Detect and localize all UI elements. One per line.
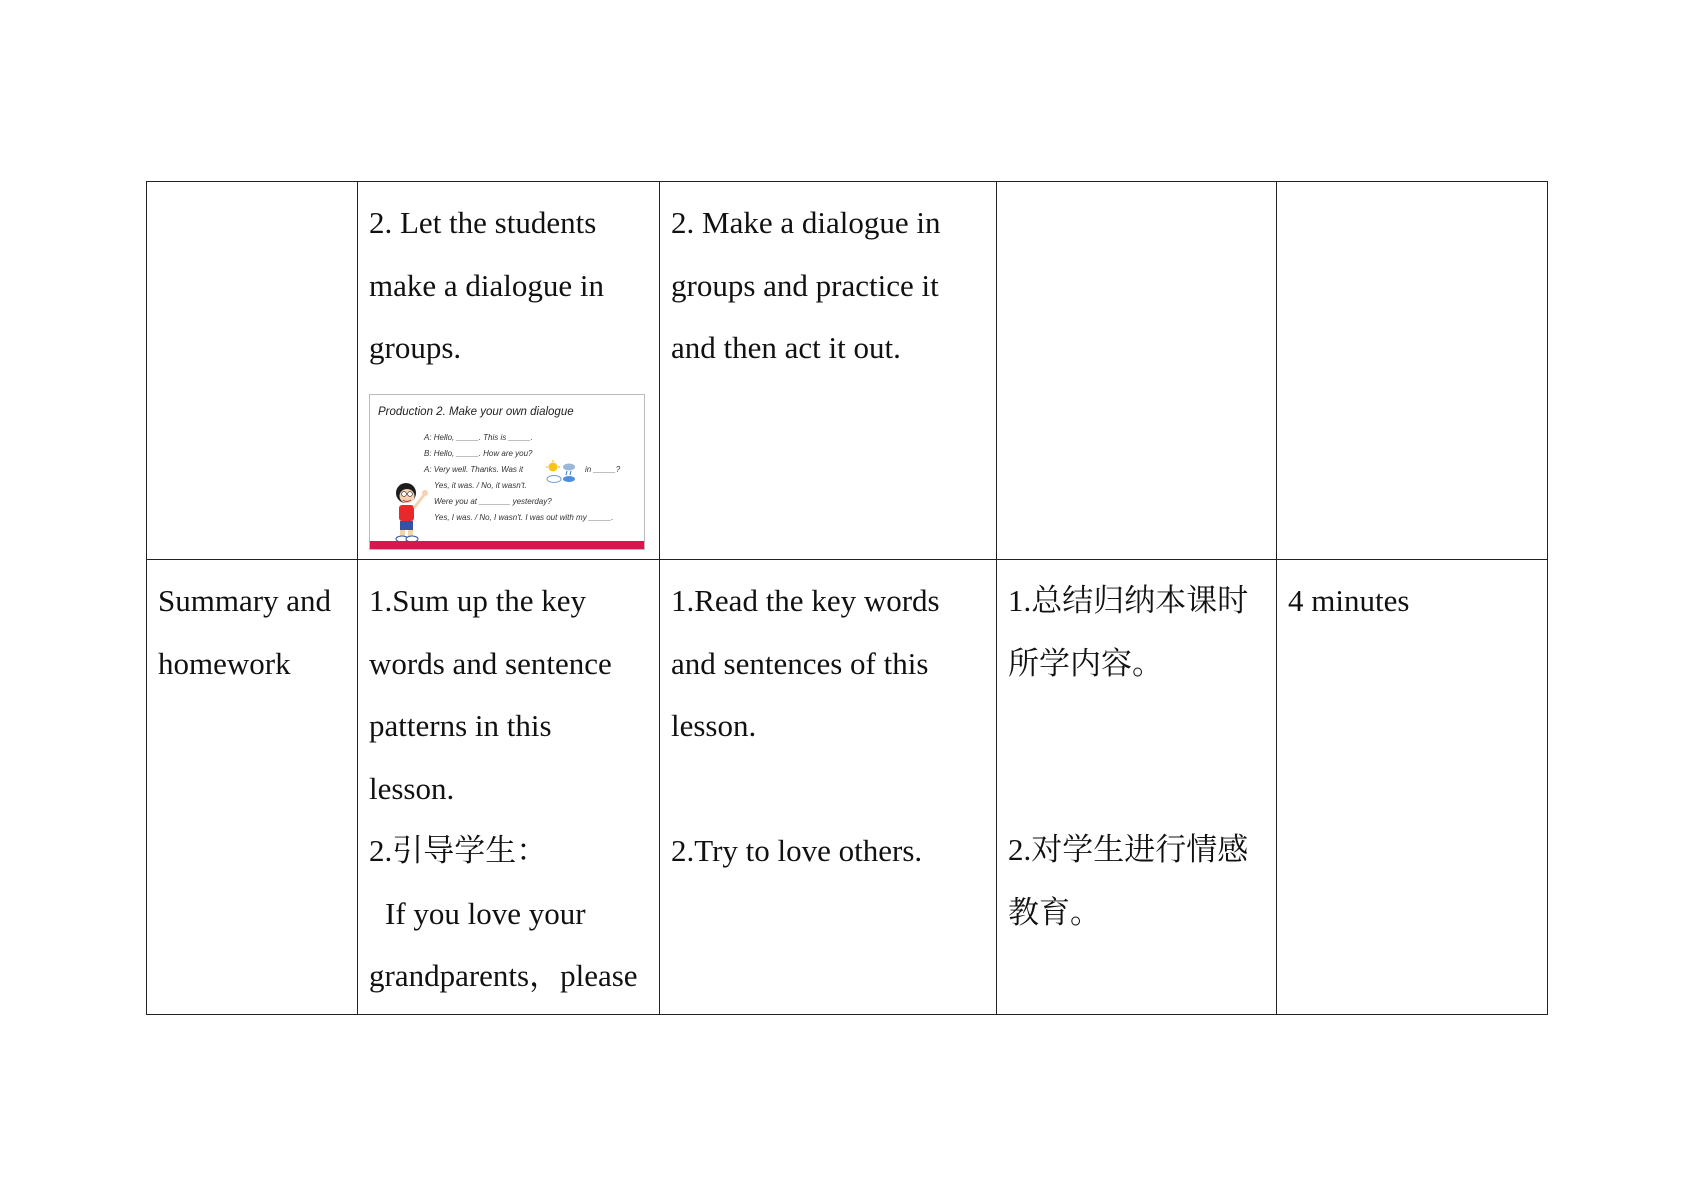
blank-line	[1008, 695, 1266, 757]
slide-line: Were you at _______ yesterday?	[434, 496, 552, 506]
time-cell	[1277, 182, 1548, 560]
text-line: 2. Let the students	[369, 205, 597, 240]
text-line: and sentences of this	[671, 645, 929, 681]
text-line: lesson.	[369, 770, 455, 806]
text-line: patterns in this	[369, 708, 552, 743]
stage-cell	[147, 182, 358, 560]
weather-icon	[545, 460, 581, 484]
text-line: 2.引导学生：	[369, 833, 548, 868]
text-line: homework	[158, 645, 291, 681]
text-line: 所学内容。	[1008, 645, 1163, 681]
text-line: 教育。	[1008, 894, 1101, 930]
slide-accent-bar	[370, 541, 644, 549]
slide-line: Yes, I was. / No, I wasn't. I was out with my _____.	[434, 512, 614, 522]
students-activity-cell	[660, 182, 997, 560]
table-row	[147, 182, 1548, 560]
teacher-activity-cell	[358, 182, 660, 560]
text-line: groups.	[369, 330, 462, 365]
time-cell	[1277, 560, 1548, 1015]
text-line: Summary and	[158, 583, 332, 618]
text-line: words and sentence	[369, 645, 612, 681]
text-line: grandparents，please	[369, 958, 638, 993]
text-line: make a dialogue in	[369, 267, 604, 303]
text-line: 2.对学生进行情感	[1008, 832, 1249, 867]
text-line: groups and practice it	[671, 267, 939, 303]
slide-title: Production 2. Make your own dialogue	[378, 405, 574, 418]
text-line: lesson.	[671, 708, 757, 743]
slide-thumbnail	[369, 394, 645, 550]
text-line: 2.Try to love others.	[671, 832, 923, 868]
table-row	[147, 560, 1548, 1015]
teacher-activity-cell	[358, 560, 660, 1015]
stage-cell	[147, 560, 358, 1015]
students-activity-cell	[660, 560, 997, 1015]
purpose-cell	[997, 560, 1277, 1015]
cartoon-boy-icon	[390, 481, 430, 543]
text-line: 2. Make a dialogue in	[671, 205, 941, 240]
text-line: and then act it out.	[671, 330, 901, 365]
lesson-plan-table	[146, 181, 1548, 1015]
slide-line: A: Very well. Thanks. Was it	[424, 464, 524, 474]
text-line: 1.Sum up the key	[369, 583, 586, 618]
blank-line	[671, 758, 986, 820]
text-line: 4 minutes	[1288, 583, 1410, 618]
slide-line: Yes, it was. / No, it wasn't.	[434, 480, 527, 490]
slide-line: A: Hello, _____. This is _____.	[424, 432, 533, 442]
text-line: 1.总结归纳本课时	[1008, 583, 1249, 618]
purpose-cell	[997, 182, 1277, 560]
text-line: If you love your	[385, 895, 586, 931]
blank-line	[1008, 757, 1266, 819]
slide-line: B: Hello, _____. How are you?	[424, 448, 533, 458]
slide-line: in _____?	[585, 464, 621, 474]
text-line: 1.Read the key words	[671, 583, 940, 618]
